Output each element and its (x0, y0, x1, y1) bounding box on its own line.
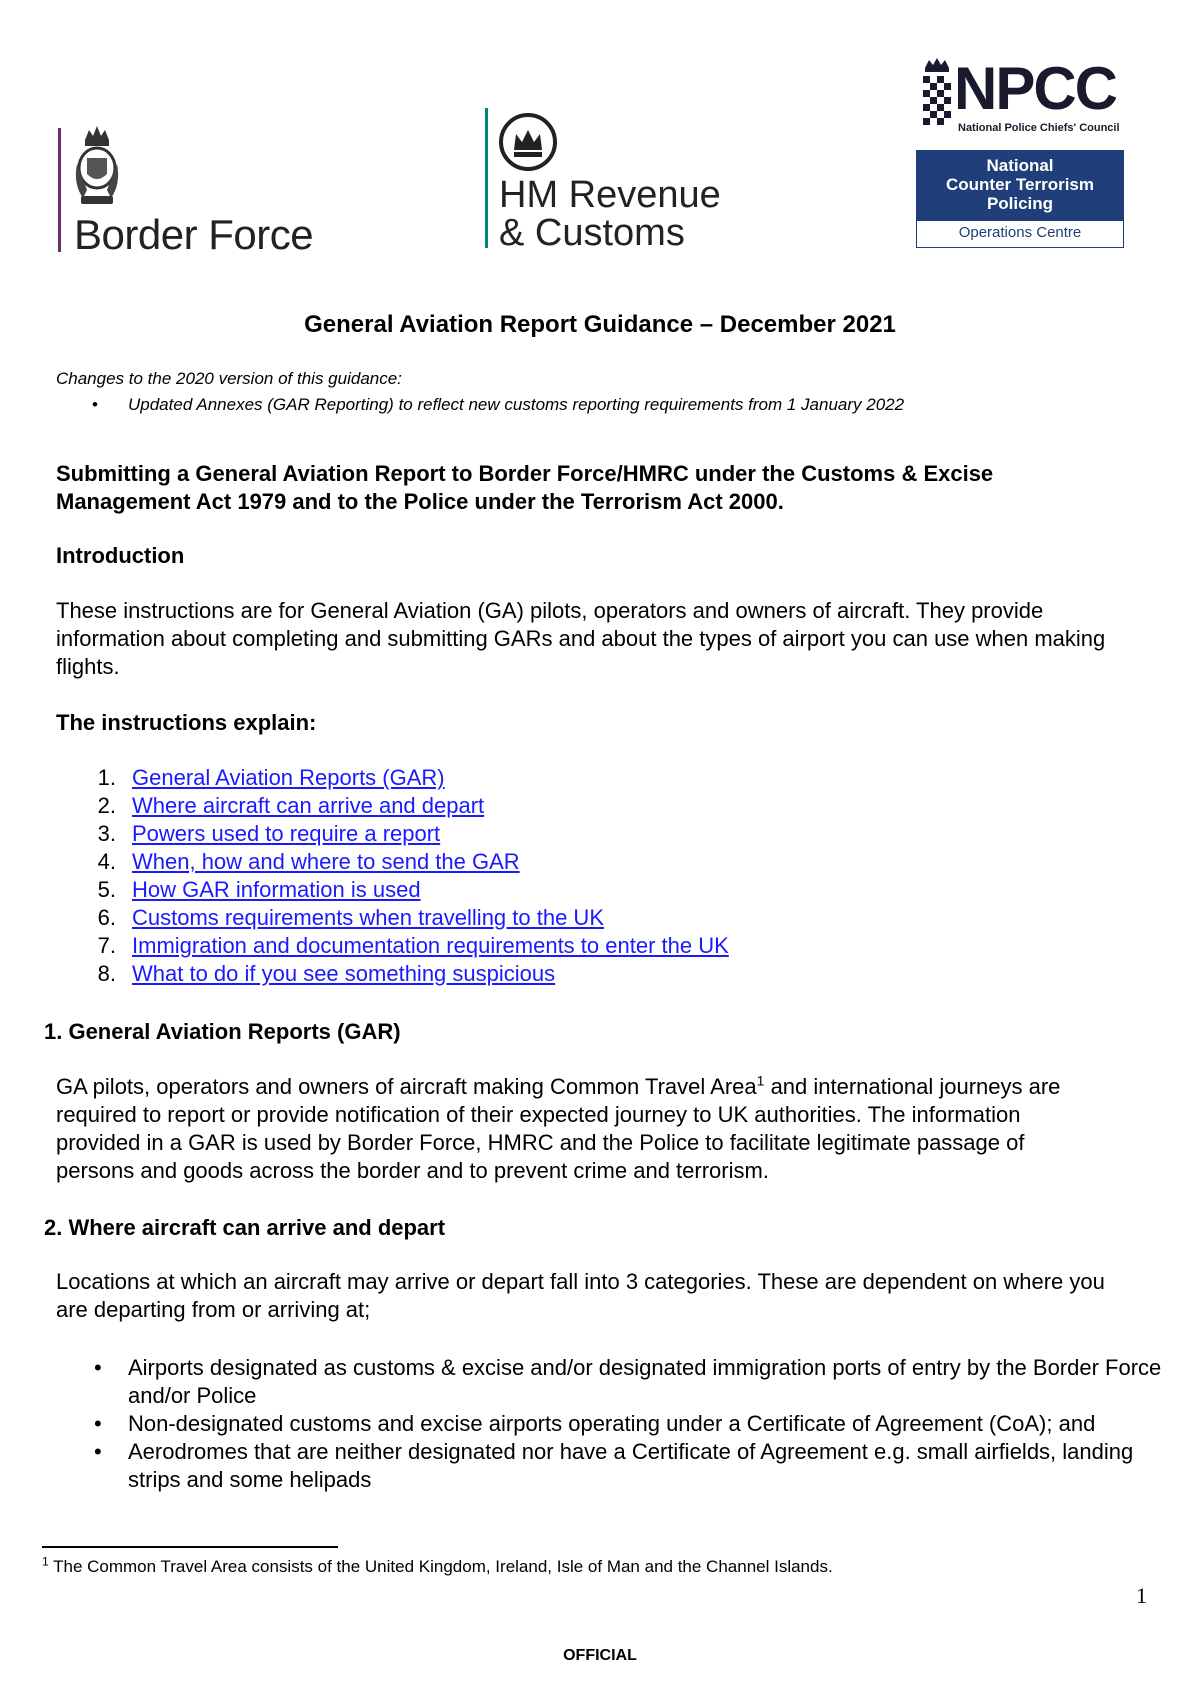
section1-text (56, 1073, 1096, 1185)
toc-number: 7. (97, 933, 116, 958)
bullet-icon: • (94, 1355, 102, 1380)
footnote-reference[interactable]: 1 (756, 1072, 765, 1089)
bullet-icon: • (92, 395, 98, 414)
counter-terrorism-policing-logo (916, 150, 1124, 248)
section1-text-part-b: and international journeys are required to report or provide notification of their expected journey to UK authorities. The information provided in a GAR is used by Border Force, HMRC and the Police to facilitate legitimate passage of persons and goods across the border and to prevent crime and terrorism. (56, 1074, 1061, 1183)
border-force-rule (58, 128, 61, 252)
section2-text: Locations at which an aircraft may arrive or depart fall into 3 categories. These are dependent on where you are departing from or arriving at; (56, 1269, 1105, 1322)
document-title: General Aviation Report Guidance – December 2021 (304, 311, 896, 338)
toc-number: 4. (97, 849, 116, 874)
hmrc-rule (485, 108, 488, 248)
toc-item (56, 876, 1156, 904)
introduction-heading: Introduction (56, 543, 185, 568)
toc-item (56, 960, 1156, 988)
instructions-heading: The instructions explain: (56, 710, 317, 735)
toc-number: 6. (97, 905, 116, 930)
toc-item (56, 764, 1156, 792)
toc-link-when-how-where[interactable]: When, how and where to send the GAR (132, 849, 520, 874)
ctp-operations-centre: Operations Centre (958, 224, 1082, 241)
list-item (56, 1410, 1166, 1438)
hmrc-logo (482, 108, 732, 252)
border-force-logo (56, 124, 336, 258)
table-of-contents (56, 764, 1156, 988)
toc-link-customs-requirements[interactable]: Customs requirements when travelling to the UK (132, 905, 604, 930)
list-item-text: Non-designated customs and excise airports operating under a Certificate of Agreement (CoA); and (128, 1411, 1096, 1436)
footnote (42, 1556, 833, 1578)
changes-item-text: Updated Annexes (GAR Reporting) to reflect new customs reporting requirements from 1 January 2022 (128, 395, 905, 414)
airport-categories-list (56, 1354, 1166, 1494)
purpose-statement-line2: Management Act 1979 and to the Police under the Terrorism Act 2000. (56, 489, 784, 514)
list-item-text: Airports designated as customs & excise and/or designated immigration ports of entry by the Border Force and/or Police (128, 1355, 1162, 1408)
section2-heading: 2. Where aircraft can arrive and depart (44, 1215, 446, 1240)
classification-marking: OFFICIAL (563, 1647, 637, 1664)
toc-link-powers-used[interactable]: Powers used to require a report (132, 821, 441, 846)
toc-number: 8. (97, 961, 116, 986)
toc-item (56, 932, 1156, 960)
purpose-statement-line1: Submitting a General Aviation Report to Border Force/HMRC under the Customs & Excise (56, 461, 994, 486)
page-number: 1 (1136, 1583, 1147, 1608)
border-force-wordmark: Border Force (74, 211, 314, 258)
bullet-icon: • (94, 1439, 102, 1464)
changes-list (56, 394, 1156, 416)
list-item-text: Aerodromes that are neither designated nor have a Certificate of Agreement e.g. small airfields, landing strips and some helipads (128, 1439, 1134, 1492)
list-item (56, 1438, 1166, 1494)
hmrc-wordmark-line1: HM Revenue (499, 174, 721, 216)
toc-item (56, 792, 1156, 820)
list-item (56, 1354, 1166, 1410)
npcc-crown-badge-icon (920, 58, 954, 136)
npcc-subtitle: National Police Chiefs' Council (958, 122, 1120, 134)
ctp-line3: Policing (986, 194, 1054, 213)
toc-link-immigration-requirements[interactable]: Immigration and documentation requirements to enter the UK (132, 933, 729, 958)
ctp-line2: Counter Terrorism (946, 175, 1094, 194)
toc-number: 2. (97, 793, 116, 818)
toc-item (56, 820, 1156, 848)
royal-crest-icon (73, 124, 121, 210)
footnote-text: The Common Travel Area consists of the United Kingdom, Ireland, Isle of Man and the Channel Islands. (48, 1557, 833, 1576)
footnote-separator (42, 1546, 338, 1548)
toc-link-something-suspicious[interactable]: What to do if you see something suspicious (132, 961, 556, 986)
hmrc-wordmark-line2: & Customs (499, 212, 685, 254)
toc-link-how-gar-used[interactable]: How GAR information is used (132, 877, 421, 902)
changes-heading: Changes to the 2020 version of this guidance: (56, 369, 402, 388)
toc-number: 1. (97, 765, 116, 790)
hmrc-crown-icon (498, 112, 558, 172)
introduction-text: These instructions are for General Aviation (GA) pilots, operators and owners of aircraft. They provide information about completing and submitting GARs and about the types of airport you can use when making flights. (56, 598, 1106, 679)
npcc-logo (918, 56, 1128, 140)
ctp-line1: National (986, 156, 1054, 175)
npcc-acronym: NPCC (954, 55, 1117, 122)
toc-item (56, 904, 1156, 932)
footnote-number: 1 (42, 1554, 49, 1569)
toc-item (56, 848, 1156, 876)
section1-heading: 1. General Aviation Reports (GAR) (44, 1019, 401, 1044)
changes-list-item (56, 394, 1156, 416)
toc-link-general-aviation-reports[interactable]: General Aviation Reports (GAR) (132, 765, 445, 790)
section1-text-part-a: GA pilots, operators and owners of aircraft making Common Travel Area (56, 1074, 757, 1099)
toc-number: 3. (97, 821, 116, 846)
toc-link-where-aircraft-arrive-depart[interactable]: Where aircraft can arrive and depart (132, 793, 485, 818)
bullet-icon: • (94, 1411, 102, 1436)
toc-number: 5. (97, 877, 116, 902)
